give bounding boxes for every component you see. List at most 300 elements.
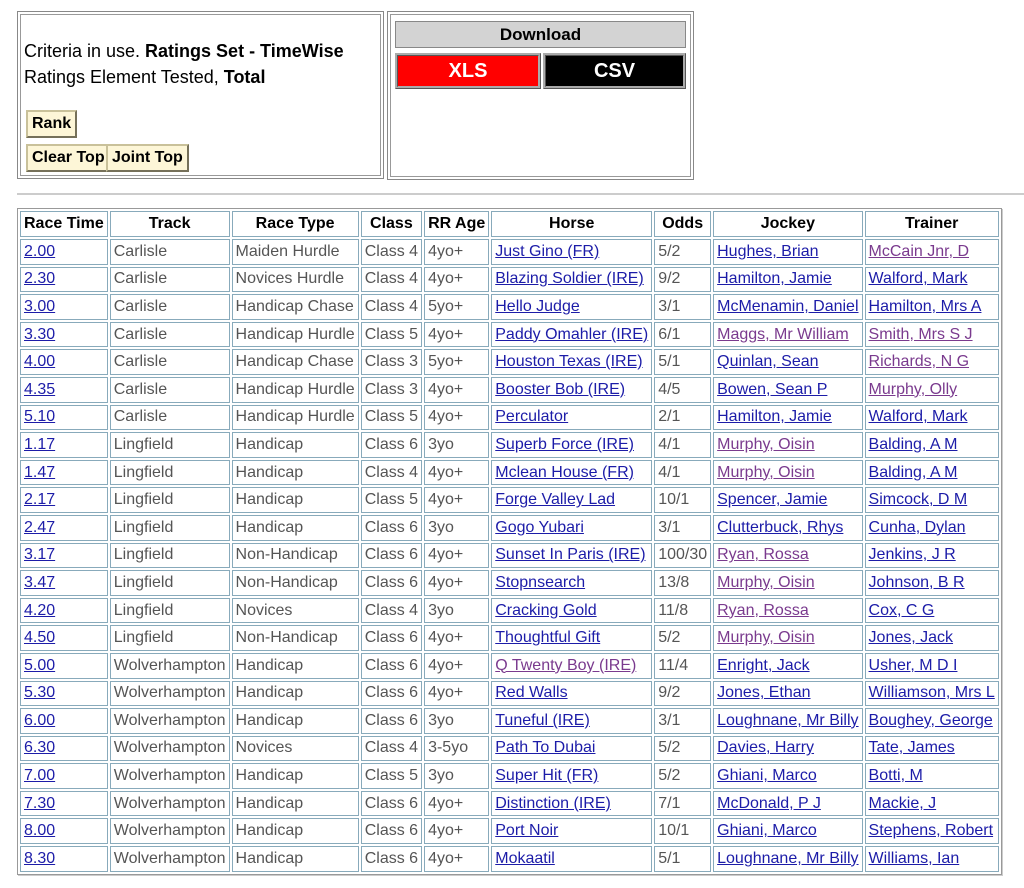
jockey-link[interactable]: Murphy, Oisin [717,629,815,647]
rr-age-cell: 4yo+ [424,570,489,596]
race-time-link[interactable]: 6.00 [24,711,56,729]
horse-link[interactable]: Mclean House (FR) [495,463,634,481]
table-row [20,349,999,375]
trainer-cell [865,267,999,293]
rr-age-cell: 4yo+ [424,487,489,513]
trainer-cell [865,349,999,375]
trainer-cell [865,736,999,762]
jockey-cell [713,377,862,403]
jockey-cell [713,598,862,624]
horse-cell [491,487,652,513]
horse-link[interactable]: Perculator [495,408,569,426]
track-cell: Carlisle [110,239,230,265]
jockey-link[interactable]: Jones, Ethan [717,684,811,702]
odds-cell: 7/1 [654,791,711,817]
trainer-link[interactable]: Simcock, D M [868,491,968,509]
odds-cell: 5/1 [654,349,711,375]
jockey-link[interactable]: McDonald, P J [717,794,821,812]
jockey-cell [713,487,862,513]
class-cell: Class 4 [361,294,422,320]
trainer-cell [865,239,999,265]
table-row [20,322,999,348]
trainer-link[interactable]: Mackie, J [868,794,937,812]
horse-cell [491,267,652,293]
column-header-odds: Odds [654,211,711,237]
jockey-cell [713,294,862,320]
trainer-link[interactable]: Richards, N G [868,353,970,371]
trainer-link[interactable]: Usher, M D I [868,656,958,674]
class-cell: Class 4 [361,267,422,293]
rr-age-cell: 4yo+ [424,543,489,569]
jockey-link[interactable]: Maggs, Mr William [717,325,849,343]
jockey-link[interactable]: McMenamin, Daniel [717,297,859,315]
race-type-cell: Handicap [232,432,359,458]
trainer-link[interactable]: Walford, Mark [868,408,968,426]
rr-age-cell: 5yo+ [424,294,489,320]
table-row [20,681,999,707]
jockey-link[interactable]: Murphy, Oisin [717,435,815,453]
track-cell: Lingfield [110,625,230,651]
table-row [20,598,999,624]
table-row [20,653,999,679]
rr-age-cell: 4yo+ [424,653,489,679]
clear-top-button[interactable]: Clear Top [26,144,111,172]
class-cell: Class 4 [361,598,422,624]
odds-cell: 4/1 [654,432,711,458]
table-row [20,239,999,265]
horse-link[interactable]: Blazing Soldier (IRE) [495,270,644,288]
track-cell: Lingfield [110,543,230,569]
trainer-link[interactable]: Balding, A M [868,435,958,453]
jockey-link[interactable]: Spencer, Jamie [717,491,828,509]
table-row [20,267,999,293]
jockey-link[interactable]: Clutterbuck, Rhys [717,518,844,536]
trainer-link[interactable]: Johnson, B R [868,573,965,591]
rr-age-cell: 4yo+ [424,239,489,265]
jockey-link[interactable]: Ghiani, Marco [717,822,817,840]
horse-link[interactable]: Cracking Gold [495,601,597,619]
ratings-element: Total [223,67,266,87]
trainer-cell [865,405,999,431]
table-row [20,377,999,403]
race-time-cell [20,625,108,651]
odds-cell: 11/4 [654,653,711,679]
odds-cell: 11/8 [654,598,711,624]
horse-cell [491,653,652,679]
race-time-cell [20,791,108,817]
horse-cell [491,239,652,265]
jockey-cell [713,625,862,651]
race-time-cell [20,653,108,679]
race-time-link[interactable]: 2.17 [24,491,56,509]
track-cell: Carlisle [110,377,230,403]
table-row [20,460,999,486]
class-cell: Class 4 [361,239,422,265]
rr-age-cell: 4yo+ [424,681,489,707]
race-type-cell: Handicap [232,818,359,844]
race-type-cell: Handicap Chase [232,349,359,375]
rr-age-cell: 4yo+ [424,791,489,817]
trainer-cell [865,708,999,734]
trainer-cell [865,294,999,320]
table-row [20,487,999,513]
horse-cell [491,460,652,486]
table-row [20,294,999,320]
odds-cell: 100/30 [654,543,711,569]
odds-cell: 3/1 [654,708,711,734]
race-time-link[interactable]: 3.47 [24,573,56,591]
jockey-cell [713,681,862,707]
race-type-cell: Handicap Hurdle [232,322,359,348]
jockey-cell [713,543,862,569]
horse-link[interactable]: Distinction (IRE) [495,794,611,812]
race-time-cell [20,763,108,789]
class-cell: Class 6 [361,791,422,817]
odds-cell: 5/2 [654,763,711,789]
race-type-cell: Handicap [232,487,359,513]
class-cell: Class 3 [361,349,422,375]
horse-cell [491,543,652,569]
rr-age-cell: 4yo+ [424,405,489,431]
odds-cell: 5/1 [654,846,711,872]
race-time-link[interactable]: 3.00 [24,297,56,315]
horse-cell [491,681,652,707]
jockey-cell [713,708,862,734]
jockey-cell [713,322,862,348]
table-row [20,763,999,789]
column-header-track: Track [110,211,230,237]
jockey-link[interactable]: Hughes, Brian [717,242,819,260]
odds-cell: 13/8 [654,570,711,596]
race-type-cell: Handicap Chase [232,294,359,320]
race-time-link[interactable]: 8.00 [24,822,56,840]
column-header-trainer: Trainer [865,211,999,237]
trainer-cell [865,570,999,596]
class-cell: Class 5 [361,487,422,513]
column-header-horse: Horse [491,211,652,237]
trainer-link[interactable]: Balding, A M [868,463,958,481]
horse-link[interactable]: Tuneful (IRE) [495,711,590,729]
class-cell: Class 3 [361,377,422,403]
trainer-link[interactable]: Botti, M [868,767,923,785]
table-row [20,708,999,734]
horse-cell [491,322,652,348]
race-time-cell [20,681,108,707]
race-time-link[interactable]: 1.17 [24,435,56,453]
trainer-cell [865,377,999,403]
race-type-cell: Novices [232,736,359,762]
horse-link[interactable]: Houston Texas (IRE) [495,353,643,371]
race-time-link[interactable]: 8.30 [24,849,56,867]
jockey-cell [713,515,862,541]
horse-cell [491,570,652,596]
class-cell: Class 6 [361,681,422,707]
race-time-cell [20,267,108,293]
track-cell: Lingfield [110,598,230,624]
horse-cell [491,432,652,458]
horse-link[interactable]: Gogo Yubari [495,518,584,536]
criteria-panel [17,11,384,179]
horse-cell [491,708,652,734]
table-row [20,543,999,569]
race-time-link[interactable]: 7.00 [24,767,56,785]
trainer-link[interactable]: Smith, Mrs S J [868,325,973,343]
track-cell: Lingfield [110,570,230,596]
class-cell: Class 5 [361,405,422,431]
csv-download-button[interactable]: CSV [543,53,686,89]
horse-link[interactable]: Thoughtful Gift [495,629,601,647]
race-time-link[interactable]: 3.17 [24,546,56,564]
race-type-cell: Handicap Hurdle [232,377,359,403]
rr-age-cell: 4yo+ [424,846,489,872]
table-row [20,515,999,541]
jockey-link[interactable]: Enright, Jack [717,656,810,674]
element-prefix: Ratings Element Tested, [24,67,224,87]
class-cell: Class 6 [361,515,422,541]
table-row [20,791,999,817]
class-cell: Class 5 [361,322,422,348]
trainer-cell [865,818,999,844]
odds-cell: 5/2 [654,736,711,762]
race-time-link[interactable]: 5.10 [24,408,56,426]
race-time-link[interactable]: 2.47 [24,518,56,536]
jockey-cell [713,239,862,265]
jockey-link[interactable]: Loughnane, Mr Billy [717,711,859,729]
jockey-link[interactable]: Ghiani, Marco [717,767,817,785]
race-time-cell [20,846,108,872]
trainer-cell [865,543,999,569]
jockey-link[interactable]: Quinlan, Sean [717,353,819,371]
horse-link[interactable]: Hello Judge [495,297,580,315]
trainer-link[interactable]: Stephens, Robert [868,822,994,840]
rr-age-cell: 4yo+ [424,625,489,651]
trainer-link[interactable]: Cunha, Dylan [868,518,966,536]
race-time-link[interactable]: 4.00 [24,353,56,371]
trainer-cell [865,598,999,624]
horse-link[interactable]: Stopnsearch [495,573,586,591]
rr-age-cell: 4yo+ [424,818,489,844]
rr-age-cell: 5yo+ [424,349,489,375]
table-row [20,846,999,872]
race-type-cell: Maiden Hurdle [232,239,359,265]
rank-button[interactable]: Rank [26,110,77,138]
trainer-cell [865,322,999,348]
trainer-link[interactable]: Williamson, Mrs L [868,684,995,702]
xls-download-button[interactable]: XLS [395,53,541,89]
odds-cell: 9/2 [654,681,711,707]
class-cell: Class 6 [361,543,422,569]
horse-link[interactable]: Path To Dubai [495,739,596,757]
track-cell: Wolverhampton [110,681,230,707]
jockey-link[interactable]: Loughnane, Mr Billy [717,849,859,867]
horse-link[interactable]: Paddy Omahler (IRE) [495,325,649,343]
trainer-cell [865,653,999,679]
race-time-link[interactable]: 7.30 [24,794,56,812]
trainer-link[interactable]: Tate, James [868,739,955,757]
column-header-class: Class [361,211,422,237]
jockey-cell [713,846,862,872]
class-cell: Class 6 [361,846,422,872]
column-header-rr-age: RR Age [424,211,489,237]
table-row [20,736,999,762]
trainer-link[interactable]: Jones, Jack [868,629,954,647]
odds-cell: 2/1 [654,405,711,431]
horse-link[interactable]: Booster Bob (IRE) [495,380,626,398]
horse-link[interactable]: Mokaatil [495,849,555,867]
trainer-link[interactable]: Walford, Mark [868,270,968,288]
trainer-cell [865,846,999,872]
race-time-cell [20,377,108,403]
track-cell: Lingfield [110,460,230,486]
odds-cell: 3/1 [654,294,711,320]
odds-cell: 9/2 [654,267,711,293]
table-header-row [20,211,999,237]
race-time-link[interactable]: 4.35 [24,380,56,398]
race-time-link[interactable]: 1.47 [24,463,56,481]
race-time-link[interactable]: 5.30 [24,684,56,702]
table-row [20,625,999,651]
odds-cell: 5/2 [654,625,711,651]
jockey-link[interactable]: Ryan, Rossa [717,546,809,564]
trainer-cell [865,487,999,513]
horse-link[interactable]: Port Noir [495,822,559,840]
trainer-link[interactable]: Murphy, Olly [868,380,958,398]
race-type-cell: Non-Handicap [232,543,359,569]
joint-top-button[interactable]: Joint Top [106,144,189,172]
class-cell: Class 6 [361,653,422,679]
track-cell: Wolverhampton [110,653,230,679]
horse-cell [491,598,652,624]
race-time-link[interactable]: 3.30 [24,325,56,343]
track-cell: Wolverhampton [110,818,230,844]
horse-link[interactable]: Super Hit (FR) [495,767,599,785]
track-cell: Lingfield [110,515,230,541]
race-time-cell [20,239,108,265]
race-time-cell [20,708,108,734]
trainer-link[interactable]: Boughey, George [868,711,993,729]
horse-cell [491,818,652,844]
jockey-cell [713,653,862,679]
criteria-prefix: Criteria in use. [24,41,146,61]
horse-cell [491,377,652,403]
rr-age-cell: 4yo+ [424,377,489,403]
race-time-cell [20,432,108,458]
horse-cell [491,625,652,651]
horse-link[interactable]: Q Twenty Boy (IRE) [495,656,637,674]
race-time-link[interactable]: 2.00 [24,242,56,260]
ratings-set: Ratings Set - TimeWise [145,41,344,61]
table-row [20,570,999,596]
column-header-race-time: Race Time [20,211,108,237]
horse-link[interactable]: Just Gino (FR) [495,242,600,260]
trainer-link[interactable]: McCain Jnr, D [868,242,970,260]
horse-cell [491,846,652,872]
jockey-link[interactable]: Hamilton, Jamie [717,270,832,288]
jockey-cell [713,818,862,844]
jockey-cell [713,432,862,458]
horse-cell [491,294,652,320]
horse-cell [491,515,652,541]
jockey-cell [713,349,862,375]
table-row [20,432,999,458]
race-type-cell: Handicap [232,846,359,872]
trainer-cell [865,515,999,541]
horse-link[interactable]: Superb Force (IRE) [495,435,634,453]
race-time-cell [20,570,108,596]
class-cell: Class 6 [361,432,422,458]
race-time-link[interactable]: 4.50 [24,629,56,647]
rr-age-cell: 4yo+ [424,267,489,293]
odds-cell: 10/1 [654,487,711,513]
divider [17,193,1024,195]
track-cell: Carlisle [110,322,230,348]
class-cell: Class 6 [361,818,422,844]
jockey-link[interactable]: Hamilton, Jamie [717,408,832,426]
race-time-cell [20,736,108,762]
trainer-cell [865,460,999,486]
race-time-link[interactable]: 5.00 [24,656,56,674]
rr-age-cell: 3-5yo [424,736,489,762]
race-type-cell: Handicap [232,763,359,789]
horse-cell [491,405,652,431]
results-table [17,208,1002,875]
race-time-link[interactable]: 6.30 [24,739,56,757]
race-type-cell: Handicap [232,681,359,707]
trainer-link[interactable]: Williams, Ian [868,849,960,867]
trainer-link[interactable]: Cox, C G [868,601,935,619]
race-time-cell [20,818,108,844]
rr-age-cell: 3yo [424,432,489,458]
odds-cell: 6/1 [654,322,711,348]
horse-link[interactable]: Red Walls [495,684,568,702]
horse-link[interactable]: Forge Valley Lad [495,491,616,509]
race-time-cell [20,487,108,513]
rr-age-cell: 4yo+ [424,322,489,348]
track-cell: Carlisle [110,294,230,320]
race-time-link[interactable]: 2.30 [24,270,56,288]
track-cell: Wolverhampton [110,791,230,817]
jockey-link[interactable]: Davies, Harry [717,739,815,757]
jockey-link[interactable]: Ryan, Rossa [717,601,809,619]
track-cell: Wolverhampton [110,708,230,734]
download-title: Download [395,21,686,48]
jockey-cell [713,763,862,789]
trainer-link[interactable]: Jenkins, J R [868,546,956,564]
jockey-cell [713,405,862,431]
jockey-cell [713,267,862,293]
horse-cell [491,791,652,817]
jockey-cell [713,570,862,596]
race-type-cell: Novices [232,598,359,624]
track-cell: Carlisle [110,267,230,293]
horse-link[interactable]: Sunset In Paris (IRE) [495,546,646,564]
race-time-link[interactable]: 4.20 [24,601,56,619]
jockey-link[interactable]: Bowen, Sean P [717,380,828,398]
odds-cell: 4/1 [654,460,711,486]
race-type-cell: Non-Handicap [232,625,359,651]
jockey-cell [713,460,862,486]
jockey-link[interactable]: Murphy, Oisin [717,463,815,481]
criteria-text [24,38,344,90]
jockey-link[interactable]: Murphy, Oisin [717,573,815,591]
odds-cell: 5/2 [654,239,711,265]
horse-cell [491,763,652,789]
trainer-link[interactable]: Hamilton, Mrs A [868,297,982,315]
race-type-cell: Non-Handicap [232,570,359,596]
trainer-cell [865,625,999,651]
race-time-cell [20,598,108,624]
trainer-cell [865,791,999,817]
